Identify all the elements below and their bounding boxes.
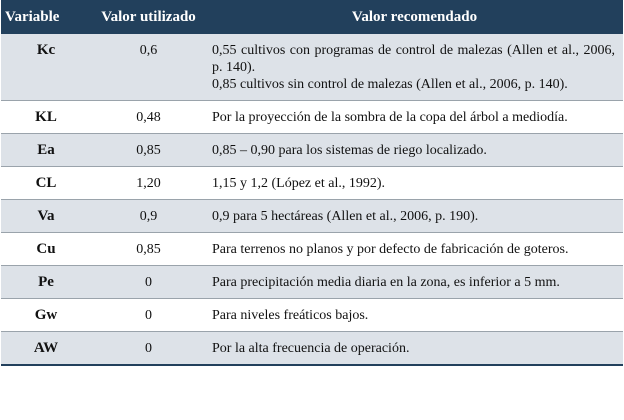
table-row — [1, 34, 623, 101]
recomendado-line: 0,55 cultivos con programas de control de malezas (Allen et al., 2006, p. 140). — [212, 43, 615, 75]
header-row — [1, 0, 623, 34]
cell-variable: Ea — [1, 134, 91, 167]
cell-variable: Cu — [1, 233, 91, 266]
cell-valor-utilizado: 0,85 — [91, 134, 206, 167]
recomendado-line: Por la alta frecuencia de operación. — [212, 341, 410, 356]
table-row — [1, 134, 623, 167]
cell-valor-recomendado — [206, 200, 623, 233]
variables-table — [1, 0, 623, 366]
recomendado-line: 1,15 y 1,2 (López et al., 1992). — [212, 176, 386, 191]
recomendado-line: 0,85 cultivos sin control de malezas (Allen et al., 2006, p. 140). — [212, 77, 568, 92]
recomendado-line: 0,9 para 5 hectáreas (Allen et al., 2006, p. 190). — [212, 209, 479, 224]
table-row — [1, 200, 623, 233]
cell-variable: Gw — [1, 299, 91, 332]
cell-valor-utilizado: 0,9 — [91, 200, 206, 233]
recomendado-line: Para niveles freáticos bajos. — [212, 308, 369, 323]
cell-variable: Kc — [1, 34, 91, 101]
cell-valor-utilizado: 0,48 — [91, 101, 206, 134]
cell-valor-recomendado — [206, 101, 623, 134]
table-row — [1, 233, 623, 266]
cell-variable: Va — [1, 200, 91, 233]
cell-variable: CL — [1, 167, 91, 200]
header-valor-utilizado: Valor utilizado — [91, 0, 206, 34]
recomendado-line: Para terrenos no planos y por defecto de fabricación de goteros. — [212, 242, 569, 257]
header-valor-recomendado: Valor recomendado — [206, 0, 623, 34]
cell-valor-utilizado: 0 — [91, 299, 206, 332]
cell-valor-utilizado: 1,20 — [91, 167, 206, 200]
table-row — [1, 101, 623, 134]
table-row — [1, 167, 623, 200]
table-body — [1, 34, 623, 365]
cell-valor-utilizado: 0,85 — [91, 233, 206, 266]
cell-valor-recomendado — [206, 167, 623, 200]
cell-valor-recomendado — [206, 266, 623, 299]
table-header — [1, 0, 623, 34]
header-variable: Variable — [1, 0, 91, 34]
table-row — [1, 332, 623, 366]
table-row — [1, 299, 623, 332]
recomendado-line: Por la proyección de la sombra de la copa del árbol a mediodía. — [212, 110, 568, 125]
cell-valor-recomendado — [206, 332, 623, 366]
cell-valor-recomendado — [206, 134, 623, 167]
cell-valor-recomendado — [206, 34, 623, 101]
cell-variable: AW — [1, 332, 91, 366]
cell-variable: Pe — [1, 266, 91, 299]
cell-valor-recomendado — [206, 233, 623, 266]
recomendado-line: Para precipitación media diaria en la zona, es inferior a 5 mm. — [212, 275, 560, 290]
cell-valor-utilizado: 0 — [91, 266, 206, 299]
recomendado-line: 0,85 – 0,90 para los sistemas de riego localizado. — [212, 143, 487, 158]
cell-variable: KL — [1, 101, 91, 134]
cell-valor-utilizado: 0,6 — [91, 34, 206, 101]
cell-valor-utilizado: 0 — [91, 332, 206, 366]
cell-valor-recomendado — [206, 299, 623, 332]
table-row — [1, 266, 623, 299]
